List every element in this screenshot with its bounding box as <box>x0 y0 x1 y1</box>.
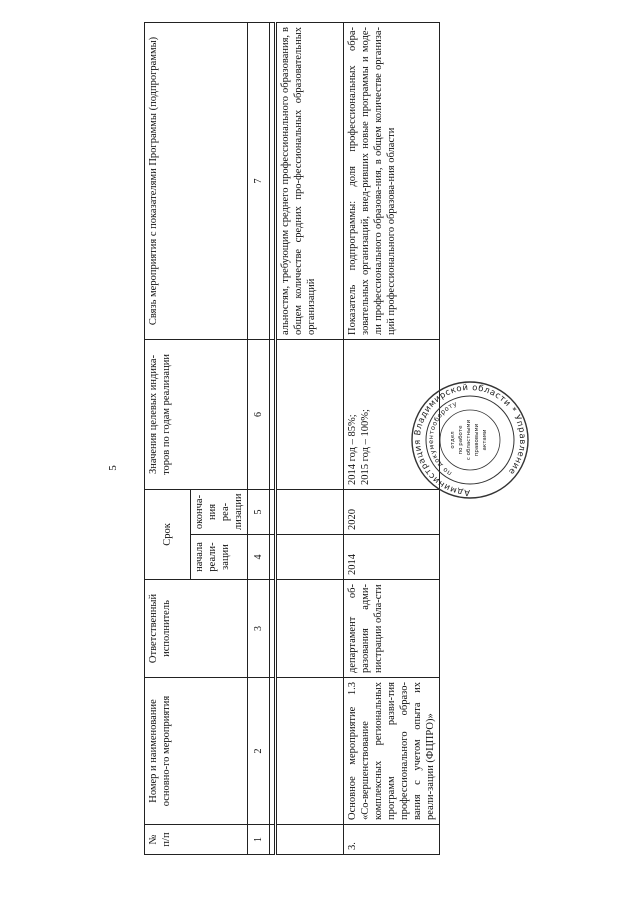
stamp-center-line-3: с областными <box>466 419 472 461</box>
col-number-6: 6 <box>248 339 270 489</box>
header-row <box>145 22 191 854</box>
indicator-2015: 2015 год – 100%; <box>360 409 371 485</box>
col-number-4: 4 <box>248 535 270 580</box>
official-stamp <box>410 380 530 500</box>
stamp-center-line-4: правовыми <box>474 423 480 457</box>
events-table <box>144 22 440 855</box>
header-link: Связь мероприятия с показателями Программы (подпрограммы) <box>145 22 248 339</box>
header-indicators: Значения целевых индика-торов по годам реализации <box>145 339 248 489</box>
row-end-year: 2020 <box>344 489 440 534</box>
header-num: № п/п <box>145 825 248 855</box>
page-number: 5 <box>106 465 119 471</box>
row-number: 3. <box>344 825 440 855</box>
col-number-3: 3 <box>248 580 270 678</box>
col-number-7: 7 <box>248 22 270 339</box>
row-start-year: 2014 <box>344 535 440 580</box>
indicator-2014: 2014 год – 85%; <box>347 414 358 485</box>
header-end: оконча-ния реа-лизации <box>191 489 248 534</box>
col-number-5: 5 <box>248 489 270 534</box>
stamp-center-line-1: отдел <box>450 431 456 449</box>
col-number-2: 2 <box>248 678 270 825</box>
stamp-outer-text: Администрация Владимирской области * Управление <box>412 382 528 498</box>
row-event-name: Основное мероприятие 1.3 «Со-вершенствование комплексных региональных программ разви-тия профессионального образо-вания с учетом опыта их реали-зации (ФЦПРО)» <box>344 678 440 825</box>
rotated-table-container <box>144 23 436 855</box>
stamp-center-line-5: актами <box>482 429 488 451</box>
stamp-inner-text: по документообороту <box>426 399 459 478</box>
header-term: Срок <box>145 489 191 579</box>
stamp-center-line-2: по работе <box>458 425 464 455</box>
row-executor: департамент об-разования адми-нистрации обла-сти <box>344 580 440 678</box>
header-executor: Ответственный исполнитель <box>145 580 248 678</box>
header-start: начала реали-зации <box>191 535 248 580</box>
continuation-link-text: альностям, требующим среднего профессионального образования, в общем количестве средних про-фессиональных образовательных организаций <box>276 22 344 339</box>
column-numbers-row <box>248 22 270 854</box>
row-link-text: Показатель подпрограммы: доля профессиональных обра-зовательных организаций, внед-ривших новые программы и моде-ли профессионального образова-ния, в общем количестве организа-ций профессионального образова-ния области <box>344 22 440 339</box>
header-name: Номер и наименование основно-го мероприятия <box>145 678 248 825</box>
col-number-1: 1 <box>248 825 270 855</box>
continuation-row <box>276 22 344 854</box>
